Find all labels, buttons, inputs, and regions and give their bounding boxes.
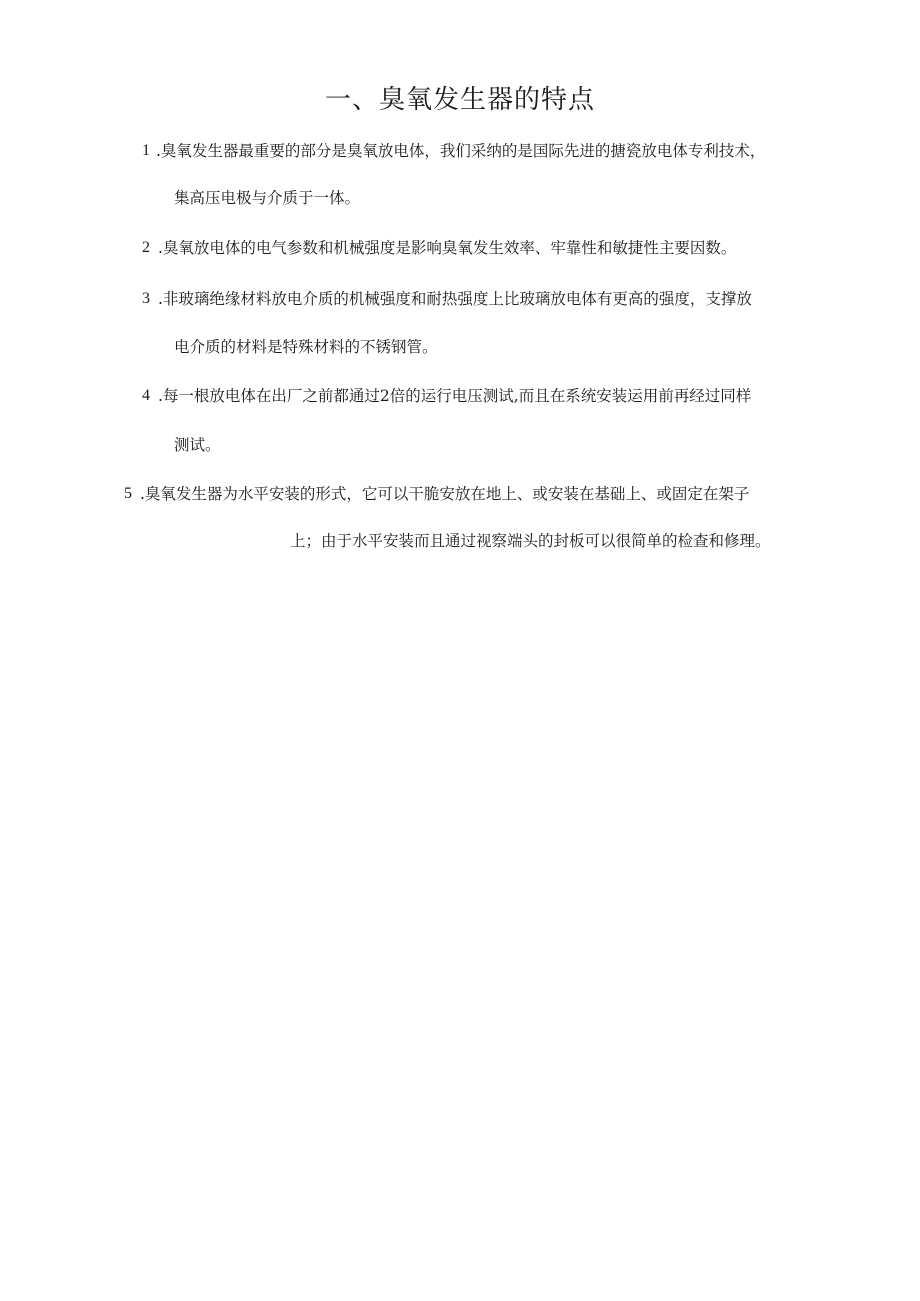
item-number: 3 — [142, 290, 150, 307]
item-text-line1: .每一根放电体在出厂之前都通过2倍的运行电压测试,而且在系统安装运用前再经过同样 — [158, 387, 752, 405]
item-text-line2: 电介质的材料是特殊材料的不锈钢管。 — [174, 338, 438, 356]
item-text-line2: 集高压电极与介质于一体。 — [174, 189, 361, 207]
item-text-line1: .非玻璃绝缘材料放电介质的机械强度和耐热强度上比玻璃放电体有更高的强度，支撑放 — [158, 290, 752, 308]
item-number: 4 — [142, 387, 150, 404]
item-number: 2 — [142, 239, 150, 256]
item-number: 1 — [142, 142, 150, 159]
item-text-line1: .臭氧发生器为水平安装的形式，它可以干脆安放在地上、或安装在基础上、或固定在架子 — [140, 485, 750, 503]
page-title: 一、臭氧发生器的特点 — [324, 85, 595, 115]
item-text-line1: .臭氧发生器最重要的部分是臭氧放电体，我们采纳的是国际先进的搪瓷放电体专利技术， — [156, 142, 766, 160]
item-text-line1: .臭氧放电体的电气参数和机械强度是影响臭氧发生效率、牢靠性和敏捷性主要因数。 — [158, 239, 737, 257]
item-number: 5 — [124, 485, 132, 502]
item-text-line2: 上；由于水平安装而且通过视察端头的封板可以很简单的检查和修理。 — [290, 532, 771, 550]
item-text-line2: 测试。 — [174, 436, 221, 454]
